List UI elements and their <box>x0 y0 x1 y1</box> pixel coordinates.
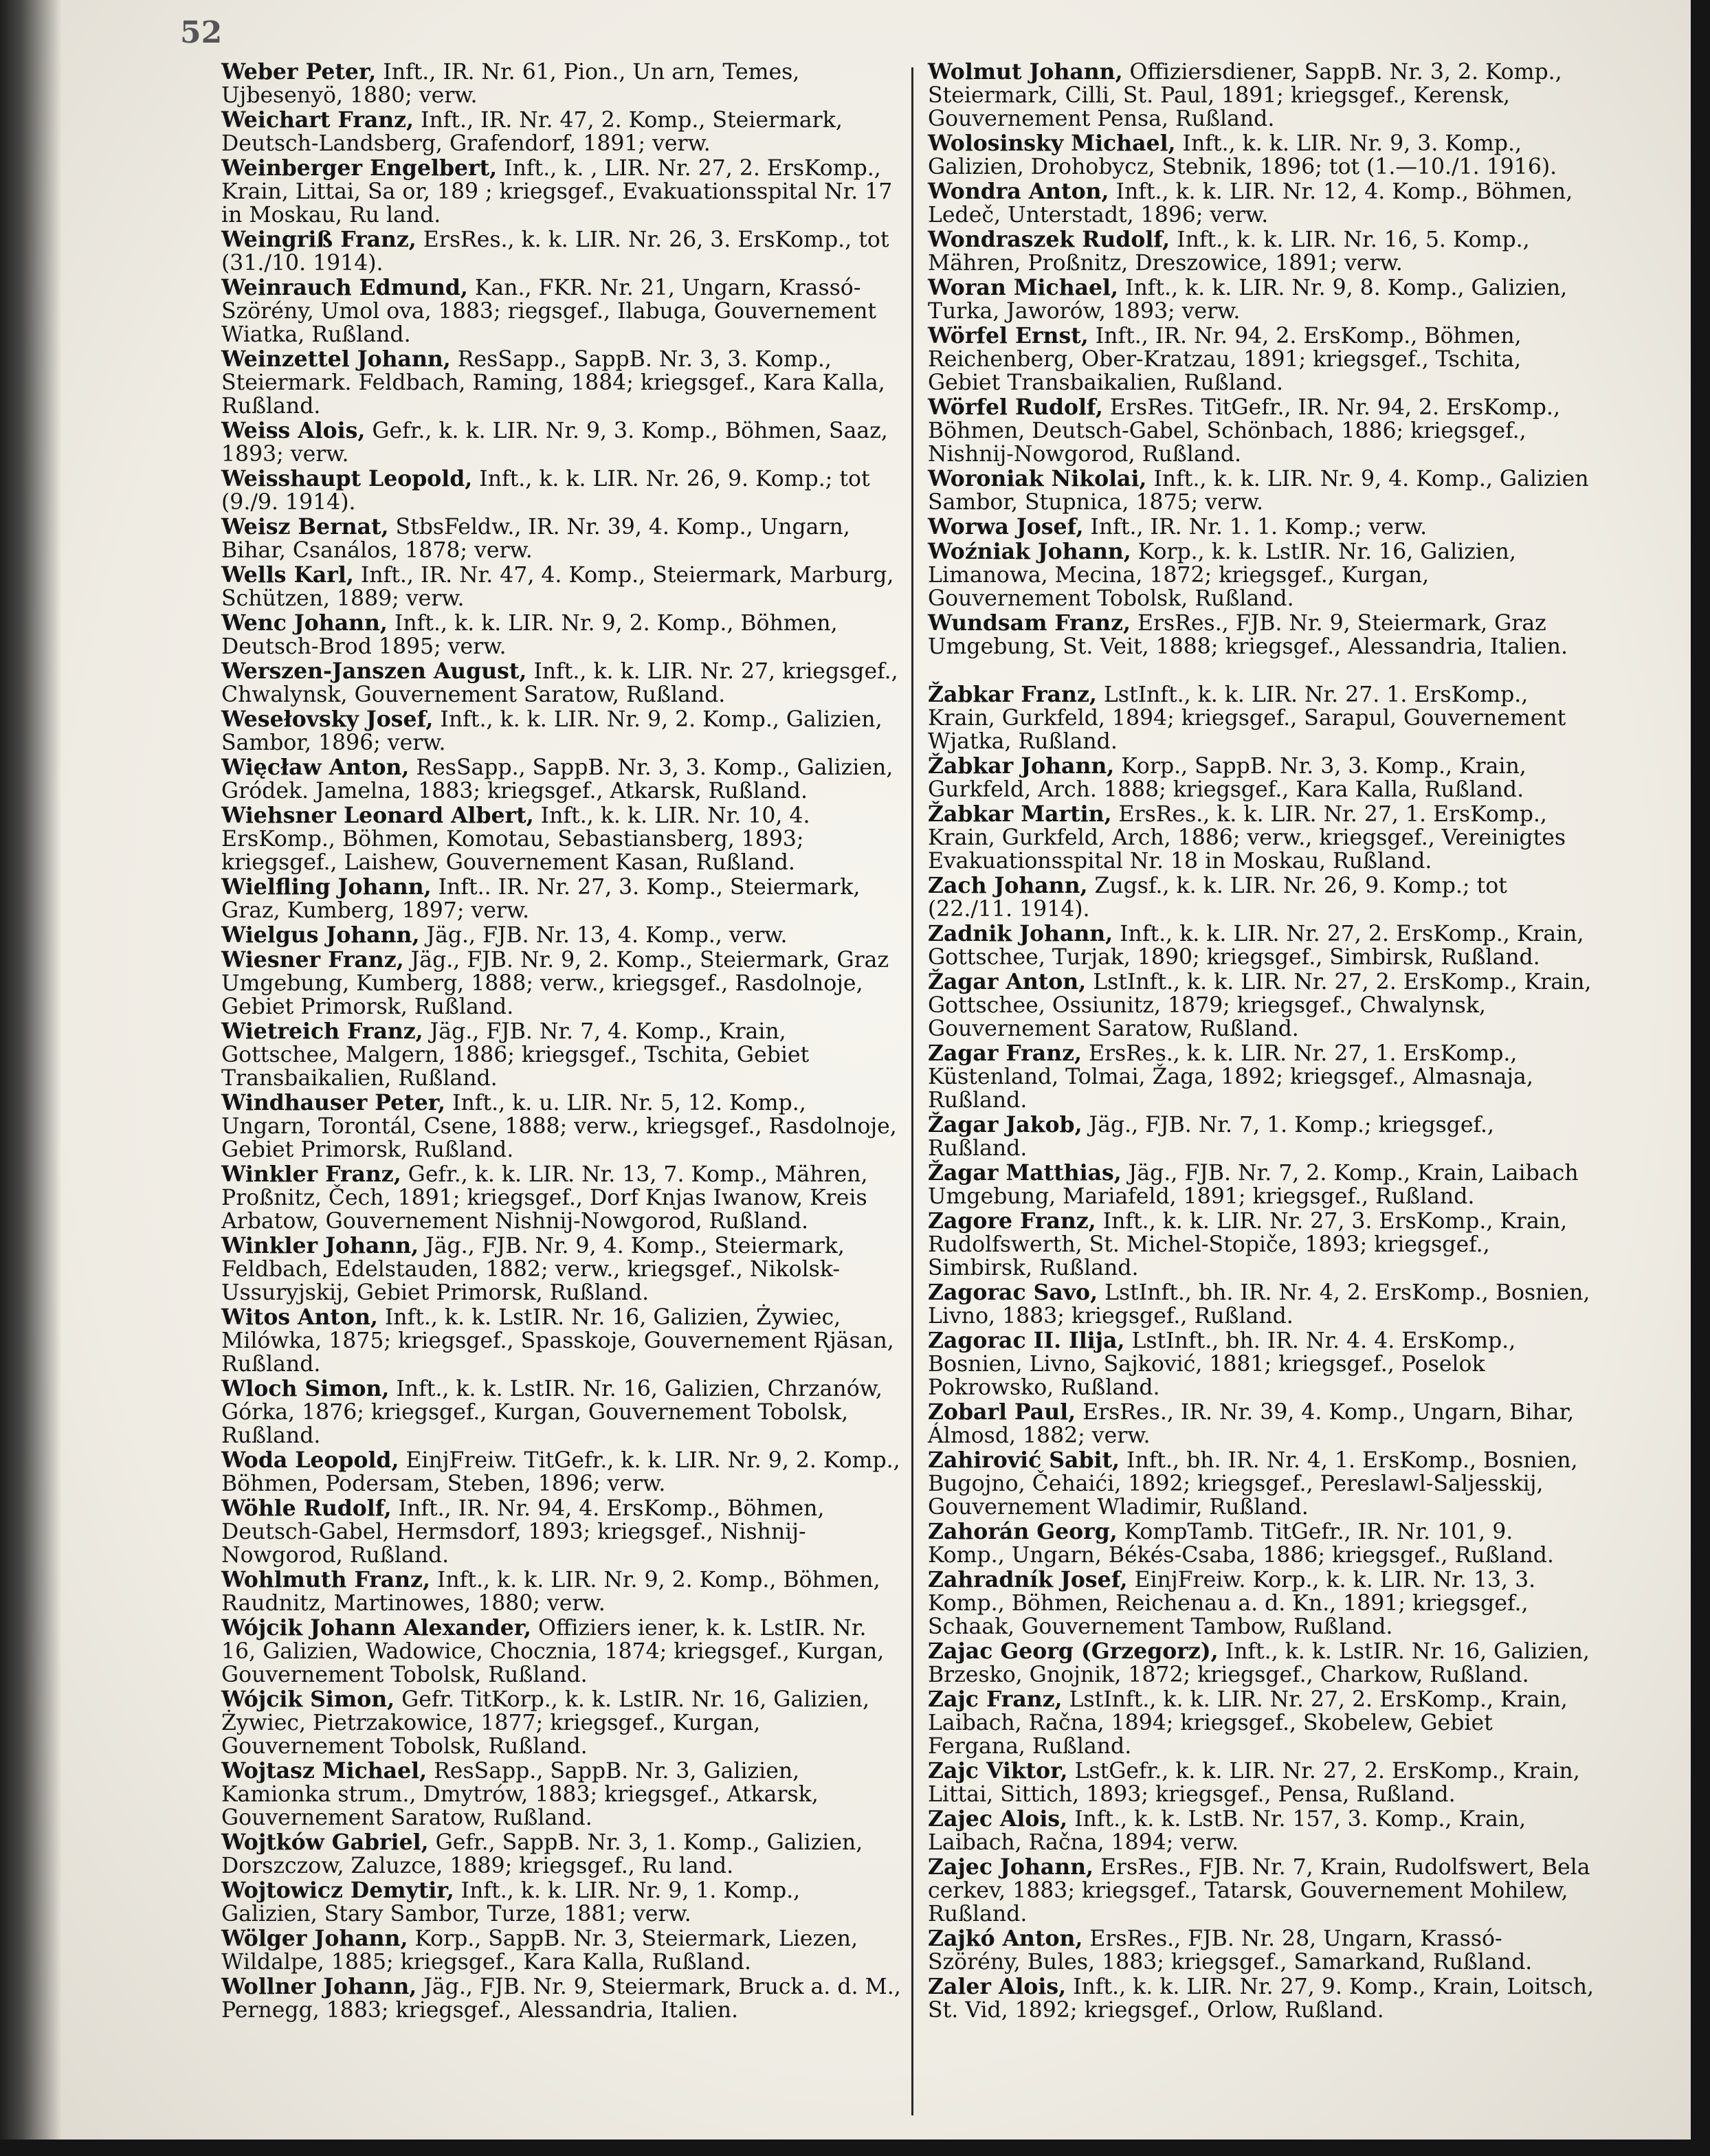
entry-name: Wenc Johann, <box>221 610 388 636</box>
entry-name: Wundsam Franz, <box>928 610 1131 636</box>
list-entry <box>221 1688 902 1758</box>
entry-name: Zajc Franz, <box>928 1687 1063 1712</box>
entry-name: Žabkar Martin, <box>928 801 1112 827</box>
entry-details: Inft., k. k. LIR. Nr. 9, 3. Komp., Galizien, Drohobycz, Stebnik, 1896; tot (1.—10./1. 1916). <box>928 131 1557 179</box>
entry-details: Inft.. IR. Nr. 27, 3. Komp., Steiermark, Graz, Kumberg, 1897; verw. <box>221 875 860 923</box>
entry-details: Inft., k. k. LIR. Nr. 26, 9. Komp.; tot (9./9. 1914). <box>221 467 870 515</box>
entry-name: Wiesner Franz, <box>221 947 404 973</box>
entry-name: Windhauser Peter, <box>221 1090 446 1115</box>
entry-name: Werszen-Janszen August, <box>221 658 527 684</box>
entry-details: LstInft., k. k. LIR. Nr. 27, 2. ErsKomp., Krain, Gottschee, Ossiunitz, 1879; kriegsgef., Chwalynsk, Gouvernement Saratow, Rußland. <box>928 970 1592 1041</box>
entry-name: Wölger Johann, <box>221 1926 408 1951</box>
entry-name: Wójcik Simon, <box>221 1687 395 1712</box>
list-entry <box>928 1640 1595 1687</box>
list-entry <box>221 1091 902 1162</box>
entry-details: Inft., k. k. LIR. Nr. 9, 8. Komp., Galizien, Turka, Jaworów, 1893; verw. <box>928 276 1568 324</box>
list-entry <box>928 396 1595 466</box>
entry-name: Zagorac Savo, <box>928 1280 1098 1305</box>
entry-name: Więcław Anton, <box>221 755 410 780</box>
entry-details: Inft., k. k. LIR. Nr. 9, 1. Komp., Galizien, Stary Sambor, Turze, 1881; verw. <box>221 1878 801 1926</box>
entry-details: Inft., k. k. LstIR. Nr. 16, Galizien, Żywiec, Milówka, 1875; kriegsgef., Spasskoje, Gouvernement Rjäsan, Rußland. <box>221 1305 894 1377</box>
list-entry <box>928 60 1595 131</box>
entry-name: Wojtków Gabriel, <box>221 1830 429 1855</box>
entry-details: Gefr. TitKorp., k. k. LstIR. Nr. 16, Galizien, Żywiec, Pietrzakowice, 1877; kriegsgef., Kurgan, Gouvernement Tobolsk, Rußland. <box>221 1687 869 1759</box>
entry-details: Inft., k. k. LIR. Nr. 27, kriegsgef., Chwalynsk, Gouvernement Saratow, Rußland. <box>221 659 898 707</box>
entry-name: Woran Michael, <box>928 275 1118 300</box>
entry-details: Jäg., FJB. Nr. 7, 1. Komp.; kriegsgef., Rußland. <box>928 1113 1495 1161</box>
entry-details: ErsRes., k. k. LIR. Nr. 27, 1. ErsKomp., Krain, Gurkfeld, Arch, 1886; verw., kriegsgef., Vereinigtes Evakuationsspital Nr. 18 in Moskau, Rußland. <box>928 802 1566 874</box>
list-entry <box>221 1831 902 1878</box>
entry-name: Zagore Franz, <box>928 1208 1096 1234</box>
list-entry <box>928 1856 1595 1926</box>
list-entry <box>221 660 902 707</box>
list-entry <box>221 1759 902 1830</box>
scan-shadow-left <box>0 0 62 2156</box>
list-entry <box>221 924 902 947</box>
entry-name: Wolosinsky Michael, <box>928 131 1176 156</box>
entry-details: ErsRes., k. k. LIR. Nr. 26, 3. ErsKomp., tot (31./10. 1914). <box>221 227 889 276</box>
entry-name: Zahorán Georg, <box>928 1519 1118 1544</box>
entry-details: Jäg., FJB. Nr. 7, 4. Komp., Krain, Gottschee, Malgern, 1886; kriegsgef., Tschita, Gebiet Transbaikalien, Rußland. <box>221 1019 810 1091</box>
entry-details: Zugsf., k. k. LIR. Nr. 26, 9. Komp.; tot (22./11. 1914). <box>928 874 1507 922</box>
entry-details: ErsRes., FJB. Nr. 9, Steiermark, Graz Umgebung, St. Veit, 1888; kriegsgef., Alessandria, Italien. <box>928 611 1568 659</box>
list-entry <box>928 1329 1595 1399</box>
list-entry <box>928 970 1595 1041</box>
column-divider <box>911 67 913 2115</box>
entry-name: Weber Peter, <box>221 59 377 85</box>
entry-name: Wondraszek Rudolf, <box>928 227 1170 252</box>
entry-name: Weingriß Franz, <box>221 227 417 252</box>
entry-name: Zahirović Sabit, <box>928 1447 1120 1473</box>
entry-details: Inft., k. , LIR. Nr. 27, 2. ErsKomp., Krain, Littai, Sa or, 189 ; kriegsgef., Evakuationsspital Nr. 17 in Moskau, Ru land. <box>221 156 893 227</box>
entry-details: Inft., k. k. LIR. Nr. 27, 3. ErsKomp., Krain, Rudolfswerth, St. Michel-Stopiče, 1893; kriegsgef., Simbirsk, Rußland. <box>928 1209 1568 1280</box>
list-entry <box>221 157 902 227</box>
list-entry <box>928 540 1595 610</box>
list-entry <box>221 1616 902 1687</box>
list-entry <box>221 948 902 1019</box>
entry-name: Weichart Franz, <box>221 107 414 133</box>
entry-name: Woda Leopold, <box>221 1447 399 1473</box>
entry-details: Inft., k. u. LIR. Nr. 5, 12. Komp., Ungarn, Torontál, Csene, 1888; verw., kriegsgef., Rasdolnoje, Gebiet Primorsk, Rußland. <box>221 1091 897 1162</box>
entry-details: LstInft., bh. IR. Nr. 4. 4. ErsKomp., Bosnien, Livno, Sajković, 1881; kriegsgef., Poselok Pokrowsko, Rußland. <box>928 1329 1516 1400</box>
list-entry <box>221 1975 902 2022</box>
entry-details: ResSapp., SappB. Nr. 3, 3. Komp., Galizien, Gródek. Jamelna, 1883; kriegsgef., Atkarsk, Rußland. <box>221 755 893 803</box>
list-entry <box>928 1759 1595 1806</box>
list-entry <box>221 612 902 658</box>
entry-details: Gefr., k. k. LIR. Nr. 9, 3. Komp., Böhmen, Saaz, 1893; verw. <box>221 419 888 467</box>
entry-name: Žagar Matthias, <box>928 1160 1122 1186</box>
scan-border-bottom <box>0 2140 1710 2156</box>
entry-details: ErsRes., k. k. LIR. Nr. 27, 1. ErsKomp., Küstenland, Tolmai, Žaga, 1892; kriegsgef., Almasnaja, Rußland. <box>928 1041 1533 1113</box>
list-entry <box>928 1927 1595 1974</box>
entry-details: Inft., IR. Nr. 94, 4. ErsKomp., Böhmen, Deutsch-Gabel, Hermsdorf, 1893; kriegsgef., Nishnij-Nowgorod, Rußland. <box>221 1496 825 1568</box>
entry-name: Wörfel Rudolf, <box>928 394 1103 420</box>
list-entry <box>221 348 902 418</box>
entry-details: Inft., IR. Nr. 47, 4. Komp., Steiermark, Marburg, Schützen, 1889; verw. <box>221 563 894 611</box>
entry-name: Žabkar Franz, <box>928 682 1097 707</box>
entry-details: LstInft., k. k. LIR. Nr. 27. 1. ErsKomp., Krain, Gurkfeld, 1894; kriegsgef., Sarapul, Gouvernement Wjatka, Rußland. <box>928 682 1566 754</box>
entry-name: Wielgus Johann, <box>221 922 420 948</box>
entry-details: Offiziers iener, k. k. LstIR. Nr. 16, Galizien, Wadowice, Chocznia, 1874; kriegsgef., Kurgan, Gouvernement Tobolsk, Rußland. <box>221 1616 885 1687</box>
entry-name: Žagar Anton, <box>928 969 1087 994</box>
list-entry <box>928 1975 1595 2022</box>
list-entry <box>221 1163 902 1233</box>
entry-details: Inft., k. k. LstB. Nr. 157, 3. Komp., Krain, Laibach, Račna, 1894; verw. <box>928 1807 1526 1855</box>
list-entry <box>928 922 1595 969</box>
entry-name: Wolmut Johann, <box>928 59 1123 85</box>
entry-name: Weinzettel Johann, <box>221 346 451 372</box>
list-entry <box>928 1449 1595 1519</box>
list-entry <box>928 803 1595 873</box>
list-entry <box>221 1306 902 1376</box>
entry-name: Woźniak Johann, <box>928 539 1131 564</box>
list-entry <box>928 874 1595 921</box>
entry-details: Kan., FKR. Nr. 21, Ungarn, Krassó-Szörény, Umol ova, 1883; riegsgef., Ilabuga, Gouvernement Wiatka, Rußland. <box>221 276 877 347</box>
list-entry <box>221 1020 902 1090</box>
entry-details: Inft., k. k. LstIR. Nr. 16, Galizien, Chrzanów, Górka, 1876; kriegsgef., Kurgan, Gouvernement Tobolsk, Rußland. <box>221 1377 882 1448</box>
entry-details: Inft., bh. IR. Nr. 4, 1. ErsKomp., Bosnien, Bugojno, Čehaići, 1892; kriegsgef., Pereslawl-Saljesskij, Gouvernement Wladimir, Rußland. <box>928 1448 1578 1520</box>
entry-name: Weinrauch Edmund, <box>221 275 468 300</box>
entry-details: ErsRes., IR. Nr. 39, 4. Komp., Ungarn, Bihar, Álmosd, 1882; verw. <box>928 1400 1575 1448</box>
entry-name: Zaler Alois, <box>928 1974 1067 1999</box>
entry-name: Zajec Alois, <box>928 1806 1068 1832</box>
list-entry <box>221 1568 902 1615</box>
list-entry <box>928 683 1595 753</box>
list-entry <box>221 60 902 107</box>
entry-name: Zagorac II. Ilija, <box>928 1328 1125 1353</box>
list-entry <box>221 876 902 922</box>
entry-details: EinjFreiw. Korp., k. k. LIR. Nr. 13, 3. Komp., Böhmen, Reichenau a. d. Kn., 1891; kriegsgef., Schaak, Gouvernement Tambow, Rußland. <box>928 1568 1536 1639</box>
entry-details: Offiziersdiener, SappB. Nr. 3, 2. Komp., Steiermark, Cilli, St. Paul, 1891; kriegsgef., Kerensk, Gouvernement Pensa, Rußland. <box>928 60 1562 131</box>
entry-name: Weisz Bernat, <box>221 514 389 540</box>
list-entry <box>221 1234 902 1304</box>
entry-name: Winkler Franz, <box>221 1162 401 1187</box>
entry-details: KompTamb. TitGefr., IR. Nr. 101, 9. Komp., Ungarn, Békés-Csaba, 1886; kriegsgef., Rußland. <box>928 1520 1554 1568</box>
list-entry <box>928 1210 1595 1280</box>
list-entry <box>221 1927 902 1974</box>
entry-name: Wohlmuth Franz, <box>221 1567 430 1592</box>
entry-name: Woroniak Nikolai, <box>928 466 1147 491</box>
entry-details: Gefr., SappB. Nr. 3, 1. Komp., Galizien, Dorszczow, Zaluzce, 1889; kriegsgef., Ru land. <box>221 1830 863 1878</box>
list-entry <box>221 1497 902 1567</box>
entry-details: Jäg., FJB. Nr. 7, 2. Komp., Krain, Laibach Umgebung, Mariafeld, 1891; kriegsgef., Rußland. <box>928 1161 1579 1209</box>
list-entry <box>221 756 902 803</box>
entry-details: Inft., IR. Nr. 94, 2. ErsKomp., Böhmen, Reichenberg, Ober-Kratzau, 1891; kriegsgef., Tschita, Gebiet Transbaikalien, Rußland. <box>928 324 1522 395</box>
entry-name: Wielfling Johann, <box>221 874 432 900</box>
list-entry <box>928 467 1595 514</box>
list-entry <box>928 228 1595 275</box>
entry-name: Wörfel Ernst, <box>928 323 1089 348</box>
list-entry <box>928 755 1595 801</box>
list-entry <box>928 515 1595 539</box>
scan-border-right <box>1691 0 1710 2156</box>
list-entry <box>928 1401 1595 1447</box>
list-entry <box>928 324 1595 394</box>
list-entry <box>221 515 902 562</box>
list-entry <box>221 1879 902 1926</box>
entry-name: Wondra Anton, <box>928 179 1109 204</box>
list-entry <box>928 180 1595 227</box>
entry-name: Zadnik Johann, <box>928 921 1113 946</box>
entry-details: Inft., IR. Nr. 61, Pion., Un arn, Temes, Ujbesenyö, 1880; verw. <box>221 60 800 108</box>
entry-details: Inft., k. k. LIR. Nr. 27, 9. Komp., Krain, Loitsch, St. Vid, 1892; kriegsgef., Orlow, Rußland. <box>928 1975 1595 2023</box>
entry-name: Wesełovsky Josef, <box>221 707 434 732</box>
entry-name: Zajec Johann, <box>928 1854 1093 1880</box>
entry-details: ErsRes., FJB. Nr. 7, Krain, Rudolfswert, Bela cerkev, 1883; kriegsgef., Tatarsk, Gouvernement Mohilew, Rußland. <box>928 1855 1590 1926</box>
entry-name: Zach Johann, <box>928 873 1088 898</box>
entry-name: Wietreich Franz, <box>221 1019 423 1044</box>
list-entry <box>928 276 1595 323</box>
entry-details: Inft., IR. Nr. 1. 1. Komp.; verw. <box>1083 515 1428 540</box>
list-entry <box>221 276 902 346</box>
entry-name: Wöhle Rudolf, <box>221 1496 392 1521</box>
entry-details: ResSapp., SappB. Nr. 3, Galizien, Kamionka strum., Dmytrów, 1883; kriegsgef., Atkarsk, Gouvernement Saratow, Rußland. <box>221 1759 819 1830</box>
list-entry <box>221 419 902 466</box>
entry-details: Inft., k. k. LIR. Nr. 9, 2. Komp., Galizien, Sambor, 1896; verw. <box>221 707 882 755</box>
entry-details: Korp., k. k. LstIR. Nr. 16, Galizien, Limanowa, Mecina, 1872; kriegsgef., Kurgan, Gouvernement Tobolsk, Rußland. <box>928 540 1516 611</box>
entry-details: ErsRes., FJB. Nr. 28, Ungarn, Krassó-Szörény, Bules, 1883; kriegsgef., Samarkand, Rußland. <box>928 1926 1533 1975</box>
entry-details: Korp., SappB. Nr. 3, Steiermark, Liezen, Wildalpe, 1885; kriegsgef., Kara Kalla, Rußland. <box>221 1926 858 1975</box>
list-entry <box>928 612 1595 658</box>
entry-details: Inft., k. k. LIR. Nr. 9, 4. Komp., Galizien Sambor, Stupnica, 1875; verw. <box>928 467 1589 515</box>
entry-details: Inft., k. k. LIR. Nr. 16, 5. Komp., Mähren, Proßnitz, Dreszowice, 1891; verw. <box>928 227 1530 276</box>
list-entry <box>928 1568 1595 1638</box>
right-column <box>928 60 1595 2023</box>
entry-details: LstInft., bh. IR. Nr. 4, 2. ErsKomp., Bosnien, Livno, 1883; kriegsgef., Rußland. <box>928 1280 1590 1329</box>
list-entry <box>928 132 1595 179</box>
list-entry <box>221 708 902 755</box>
list-entry <box>221 228 902 275</box>
entry-details: Jäg., FJB. Nr. 9, 2. Komp., Steiermark, Graz Umgebung, Kumberg, 1888; verw., kriegsgef., Rasdolnoje, Gebiet Primorsk, Rußland. <box>221 948 889 1019</box>
entry-details: Gefr., k. k. LIR. Nr. 13, 7. Komp., Mähren, Proßnitz, Čech, 1891; kriegsgef., Dorf Knjas Iwanow, Kreis Arbatow, Gouvernement Nishnij-Nowgorod, Rußland. <box>221 1162 868 1234</box>
entry-name: Weisshaupt Leopold, <box>221 466 473 491</box>
entry-details: Inft., k. k. LIR. Nr. 10, 4. ErsKomp., Böhmen, Komotau, Sebastiansberg, 1893; kriegsgef., Laishew, Gouvernement Kasan, Rußland. <box>221 803 810 875</box>
left-column <box>221 60 902 2023</box>
entry-name: Wells Karl, <box>221 562 354 588</box>
list-entry <box>928 1688 1595 1758</box>
entry-name: Weinberger Engelbert, <box>221 155 498 181</box>
entry-details: Inft., k. k. LIR. Nr. 12, 4. Komp., Böhmen, Ledeč, Unterstadt, 1896; verw. <box>928 179 1573 227</box>
section-gap <box>928 660 1595 683</box>
entry-details: Inft., IR. Nr. 47, 2. Komp., Steiermark, Deutsch-Landsberg, Grafendorf, 1891; verw. <box>221 108 843 156</box>
entry-details: Korp., SappB. Nr. 3, 3. Komp., Krain, Gurkfeld, Arch. 1888; kriegsgef., Kara Kalla, Rußland. <box>928 754 1526 802</box>
list-entry <box>928 1281 1595 1328</box>
entry-name: Wollner Johann, <box>221 1974 417 1999</box>
entry-name: Wójcik Johann Alexander, <box>221 1615 532 1641</box>
list-entry <box>221 1449 902 1496</box>
entry-name: Zobarl Paul, <box>928 1399 1076 1425</box>
entry-name: Zajc Viktor, <box>928 1758 1068 1783</box>
entry-name: Zajkó Anton, <box>928 1926 1083 1951</box>
entry-details: Inft., k. k. LstIR. Nr. 16, Galizien, Brzesko, Gnojnik, 1872; kriegsgef., Charkow, Rußland. <box>928 1639 1590 1687</box>
entry-name: Weiss Alois, <box>221 418 366 443</box>
page-number: 52 <box>180 15 223 50</box>
entry-details: Jäg., FJB. Nr. 9, Steiermark, Bruck a. d. M., Pernegg, 1883; kriegsgef., Alessandria, Italien. <box>221 1975 901 2023</box>
entry-name: Witos Anton, <box>221 1304 378 1330</box>
entry-details: Inft., k. k. LIR. Nr. 27, 2. ErsKomp., Krain, Gottschee, Turjak, 1890; kriegsgef., Simbirsk, Rußland. <box>928 922 1584 970</box>
entry-name: Winkler Johann, <box>221 1233 419 1258</box>
entry-details: ResSapp., SappB. Nr. 3, 3. Komp., Steiermark. Feldbach, Raming, 1884; kriegsgef., Kara Kalla, Rußland. <box>221 347 885 419</box>
entry-name: Wojtasz Michael, <box>221 1758 428 1783</box>
list-entry <box>221 467 902 514</box>
entry-name: Wojtowicz Demytir, <box>221 1878 454 1903</box>
entry-name: Wiehsner Leonard Albert, <box>221 803 534 828</box>
entry-name: Zagar Franz, <box>928 1041 1082 1066</box>
entry-details: ErsRes. TitGefr., IR. Nr. 94, 2. ErsKomp., Böhmen, Deutsch-Gabel, Schönbach, 1886; kriegsgef., Nishnij-Nowgorod, Rußland. <box>928 395 1560 467</box>
entry-details: Inft., k. k. LIR. Nr. 9, 2. Komp., Böhmen, Deutsch-Brod 1895; verw. <box>221 611 838 659</box>
entry-details: Jäg., FJB. Nr. 13, 4. Komp., verw. <box>419 923 788 948</box>
list-entry <box>928 1113 1595 1160</box>
entry-details: Inft., k. k. LIR. Nr. 9, 2. Komp., Böhmen, Raudnitz, Martinowes, 1880; verw. <box>221 1568 880 1616</box>
list-entry <box>928 1042 1595 1112</box>
list-entry <box>221 804 902 874</box>
entry-name: Wloch Simon, <box>221 1376 390 1401</box>
list-entry <box>928 1808 1595 1854</box>
entry-details: Jäg., FJB. Nr. 9, 4. Komp., Steiermark, Feldbach, Edelstauden, 1882; verw., kriegsgef., Nikolsk-Ussuryjskij, Gebiet Primorsk, Rußland. <box>221 1234 845 1305</box>
entry-name: Žagar Jakob, <box>928 1112 1082 1137</box>
list-entry <box>221 1377 902 1447</box>
list-entry <box>221 109 902 155</box>
list-entry <box>928 1520 1595 1567</box>
list-entry <box>221 564 902 610</box>
entry-name: Worwa Josef, <box>928 514 1084 540</box>
entry-details: EinjFreiw. TitGefr., k. k. LIR. Nr. 9, 2. Komp., Böhmen, Podersam, Steben, 1896; verw. <box>221 1448 900 1496</box>
entry-details: StbsFeldw., IR. Nr. 39, 4. Komp., Ungarn, Bihar, Csanálos, 1878; verw. <box>221 515 850 563</box>
entry-details: LstInft., k. k. LIR. Nr. 27, 2. ErsKomp., Krain, Laibach, Račna, 1894; kriegsgef., Skobelew, Gebiet Fergana, Rußland. <box>928 1687 1568 1759</box>
entry-name: Žabkar Johann, <box>928 753 1115 779</box>
list-entry <box>928 1162 1595 1208</box>
entry-name: Zahradník Josef, <box>928 1567 1128 1592</box>
entry-name: Zajac Georg (Grzegorz), <box>928 1638 1219 1664</box>
entry-details: LstGefr., k. k. LIR. Nr. 27, 2. ErsKomp., Krain, Littai, Sittich, 1893; kriegsgef., Pensa, Rußland. <box>928 1759 1580 1807</box>
